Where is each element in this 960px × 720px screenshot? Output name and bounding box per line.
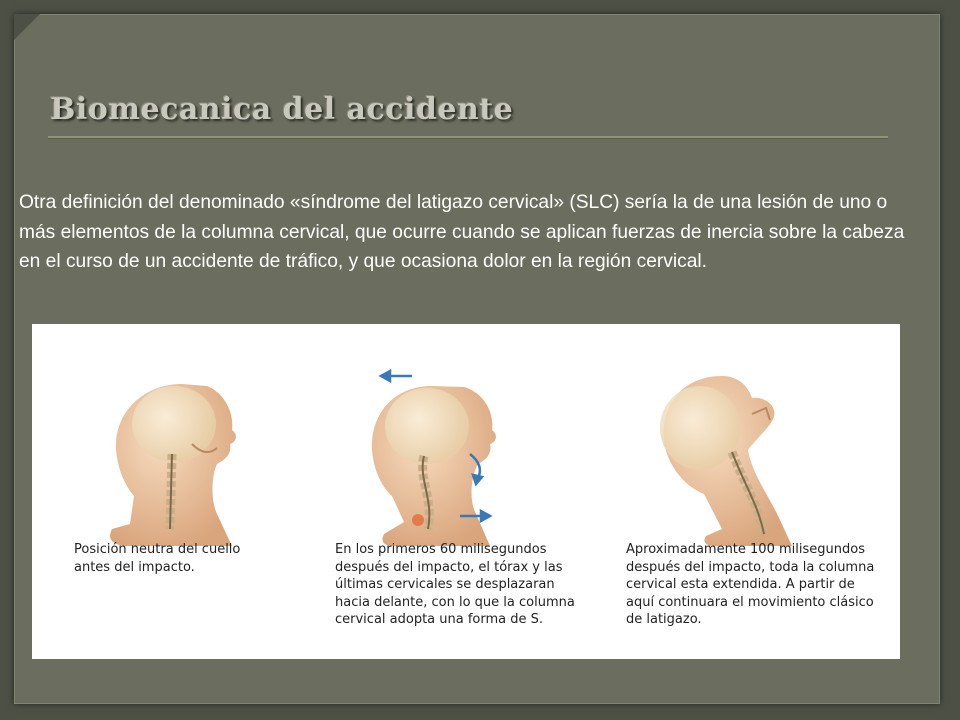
head-60ms-illustration bbox=[372, 371, 496, 546]
slide-title: Biomecanica del accidente bbox=[50, 92, 514, 127]
caption-100ms: Aproximadamente 100 milisegundos después del impacto, toda la columna cervical esta extendida. A partir de aquí continuara el movimiento clásico de latigazo. bbox=[626, 542, 875, 627]
caption-neutral: Posición neutra del cuello antes del impacto. bbox=[74, 542, 241, 575]
whiplash-figure bbox=[32, 324, 900, 659]
title-underline bbox=[48, 136, 888, 139]
caption-60ms: En los primeros 60 milisegundos después del impacto, el tórax y las últimas cervicales se desplazaran hacia delante, con lo que la columna cervical adopta una forma de S. bbox=[335, 542, 575, 627]
slide-corner-cut bbox=[14, 14, 40, 40]
body-paragraph: Otra definición del denominado «síndrome del latigazo cervical» (SLC) sería la de una lesión de uno o más elementos de la columna cervical, que ocurre cuando se aplican fuerzas de inercia sobre la cabeza en el curso de un accidente de tráfico, y que ocasiona dolor en la región cervical. bbox=[19, 192, 905, 272]
head-neutral-illustration bbox=[110, 384, 236, 546]
head-100ms-illustration bbox=[660, 376, 792, 546]
impact-point-icon bbox=[412, 514, 424, 526]
